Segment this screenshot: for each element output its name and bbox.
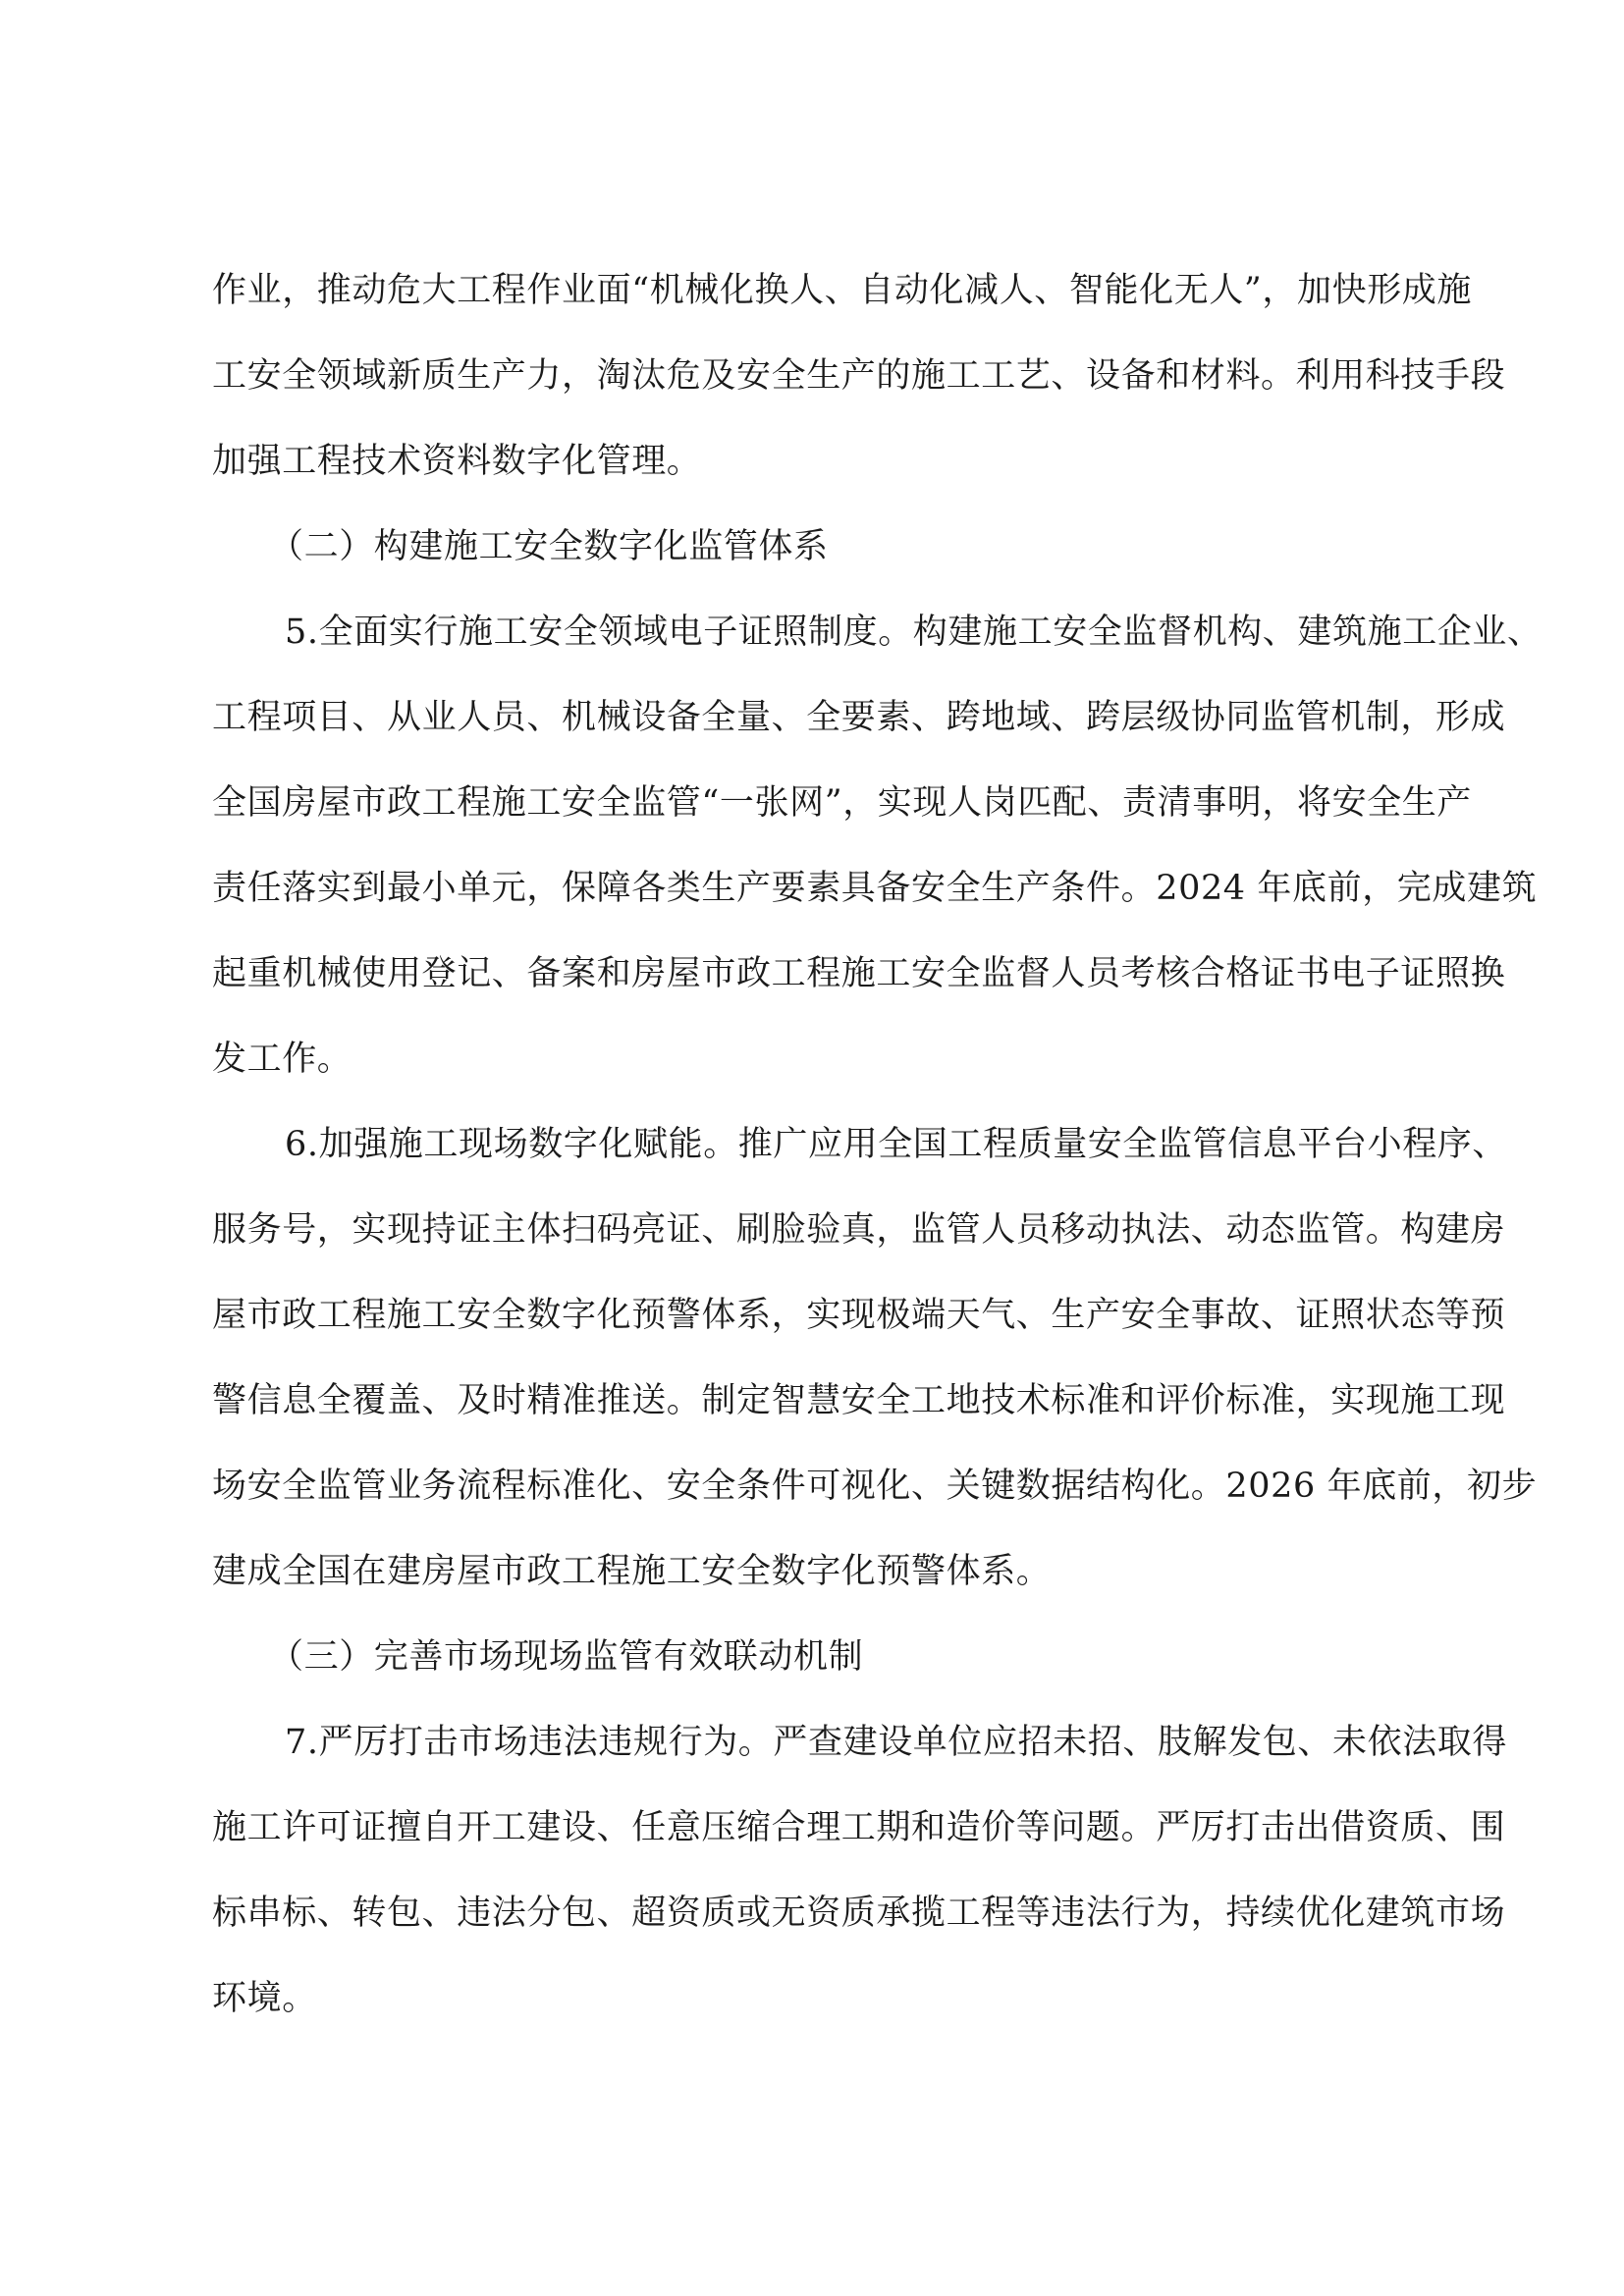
text-line: 7.严厉打击市场违法违规行为。严查建设单位应招未招、肢解发包、未依法取得 — [285, 1723, 1507, 1762]
paragraph-7 — [212, 1700, 1507, 2042]
text-line: 6.加强施工现场数字化赋能。推广应用全国工程质量安全监管信息平台小程序、 — [285, 1125, 1507, 1164]
heading-text: （三）完善市场现场监管有效联动机制 — [269, 1637, 864, 1677]
text-line: 警信息全覆盖、及时精准推送。制定智慧安全工地技术标准和评价标准，实现施工现 — [212, 1381, 1506, 1420]
text-line: 标串标、转包、违法分包、超资质或无资质承揽工程等违法行为，持续优化建筑市场 — [212, 1894, 1506, 1933]
text-line: 场安全监管业务流程标准化、安全条件可视化、关键数据结构化。2026 年底前，初步 — [212, 1467, 1538, 1506]
text-line: 施工许可证擅自开工建设、任意压缩合理工期和造价等问题。严厉打击出借资质、围 — [212, 1808, 1506, 1847]
text-line: 起重机械使用登记、备案和房屋市政工程施工安全监督人员考核合格证书电子证照换 — [212, 954, 1506, 993]
paragraph-6 — [212, 1102, 1538, 1615]
text-line: 建成全国在建房屋市政工程施工安全数字化预警体系。 — [212, 1552, 1052, 1591]
text-line: 全国房屋市政工程施工安全监管“一张网”，实现人岗匹配、责清事明，将安全生产 — [212, 783, 1472, 823]
text-line: 作业，推动危大工程作业面“机械化换人、自动化减人、智能化无人”，加快形成施 — [212, 271, 1472, 310]
section-heading-3 — [212, 1615, 1412, 1700]
text-line: 环境。 — [212, 1979, 317, 2018]
paragraph-5 — [212, 590, 1543, 1102]
text-line: 发工作。 — [212, 1040, 352, 1079]
text-line: 工程项目、从业人员、机械设备全量、全要素、跨地域、跨层级协同监管机制，形成 — [212, 698, 1506, 737]
text-line: 工安全领域新质生产力，淘汰危及安全生产的施工工艺、设备和材料。利用科技手段 — [212, 356, 1506, 396]
text-line: 5.全面实行施工安全领域电子证照制度。构建施工安全监督机构、建筑施工企业、 — [285, 613, 1543, 652]
text-line: 服务号，实现持证主体扫码亮证、刷脸验真，监管人员移动执法、动态监管。构建房 — [212, 1210, 1506, 1250]
paragraph-continued — [212, 248, 1506, 505]
section-heading-2 — [212, 505, 1412, 590]
text-line: 加强工程技术资料数字化管理。 — [212, 442, 702, 481]
heading-text: （二）构建施工安全数字化监管体系 — [269, 527, 829, 566]
text-line: 屋市政工程施工安全数字化预警体系，实现极端天气、生产安全事故、证照状态等预 — [212, 1296, 1506, 1335]
text-line: 责任落实到最小单元，保障各类生产要素具备安全生产条件。2024 年底前，完成建筑 — [212, 869, 1538, 908]
